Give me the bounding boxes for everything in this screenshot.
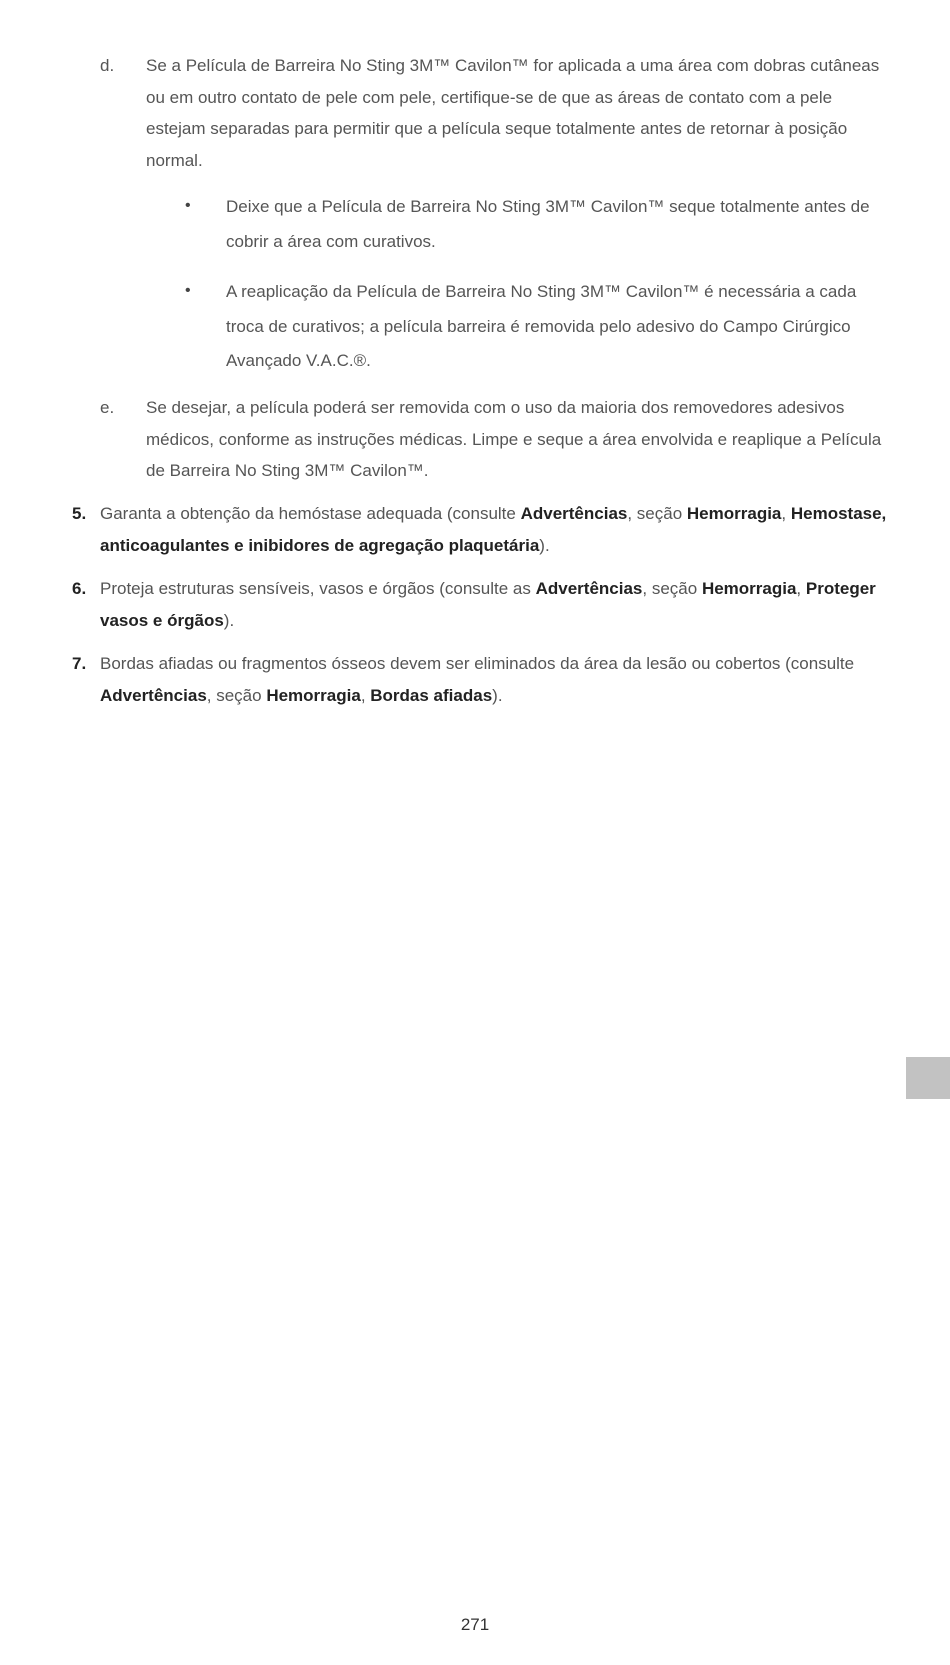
item-d-text: Se a Película de Barreira No Sting 3M™ Cavilon™ for aplicada a uma área com dobras cutâneas ou em outro contato de pele com pele, certifique-se de que as áreas de contato com a pele estejam separadas para permitir que a película seque totalmente antes de retornar à posição normal. (146, 56, 880, 170)
step-5-bold-subsection: Hemostase, anticoagulantes e inibidores de agregação plaquetária (100, 504, 887, 555)
bullet-1-marker: • (185, 197, 191, 214)
step-6-bold-warnings: Advertências (535, 579, 643, 598)
step-6-bold-hemorrhage: Hemorragia (701, 579, 797, 598)
step-7-bold-subsection: Bordas afiadas (370, 685, 493, 705)
step-6-part-2: , seção (642, 579, 702, 598)
step-7-bold-hemorrhage: Hemorragia (266, 685, 361, 705)
bullet-2-marker: • (185, 282, 191, 299)
step-5-bold-warnings: Advertências (520, 504, 628, 523)
step-7-part-4: ). (492, 685, 503, 705)
step-5-part-3: , (781, 504, 791, 523)
item-e-marker: e. (100, 398, 115, 417)
page-number: 271 (460, 1615, 490, 1634)
step-7-bold-warnings: Advertências (100, 685, 207, 705)
step-6-part-3: , (796, 579, 806, 598)
step-7-part-3: , (360, 685, 371, 705)
step-6-part-1: Proteja estruturas sensíveis, vasos e órgãos (consulte as (100, 579, 536, 598)
step-5-part-1: Garanta a obtenção da hemóstase adequada (consulte (100, 504, 521, 523)
step-6-part-4: ). (223, 610, 235, 630)
bullet-1-text: Deixe que a Película de Barreira No Sting 3M™ Cavilon™ seque totalmente antes de cobrir a área com curativos. (226, 197, 870, 251)
step-7-text (100, 648, 895, 711)
section-tab-marker (906, 1057, 950, 1099)
step-6-text (100, 573, 895, 636)
item-d-marker: d. (100, 56, 115, 75)
step-7-part-2: , seção (206, 685, 267, 705)
step-6-bold-subsection: Proteger vasos e órgãos (100, 579, 876, 630)
step-5-part-2: , seção (627, 504, 687, 523)
step-5-text (100, 498, 895, 561)
bullet-2-text: A reaplicação da Película de Barreira No Sting 3M™ Cavilon™ é necessária a cada troca de curativos; a película barreira é removida pelo adesivo do Campo Cirúrgico Avançado V.A.C.®. (226, 282, 857, 370)
step-7-part-1: Bordas afiadas ou fragmentos ósseos devem ser eliminados da área da lesão ou cobertos (consulte (100, 654, 855, 673)
item-e-text: Se desejar, a película poderá ser removida com o uso da maioria dos removedores adesivos médicos, conforme as instruções médicas. Limpe e seque a área envolvida e reaplique a Película de Barreira No Sting 3M™ Cavilon™. (146, 398, 882, 480)
step-5-part-4: ). (539, 535, 550, 555)
step-5-marker: 5. (72, 504, 87, 523)
step-5-bold-hemorrhage: Hemorragia (686, 504, 782, 523)
step-7-marker: 7. (72, 654, 87, 673)
step-6-marker: 6. (72, 579, 87, 598)
